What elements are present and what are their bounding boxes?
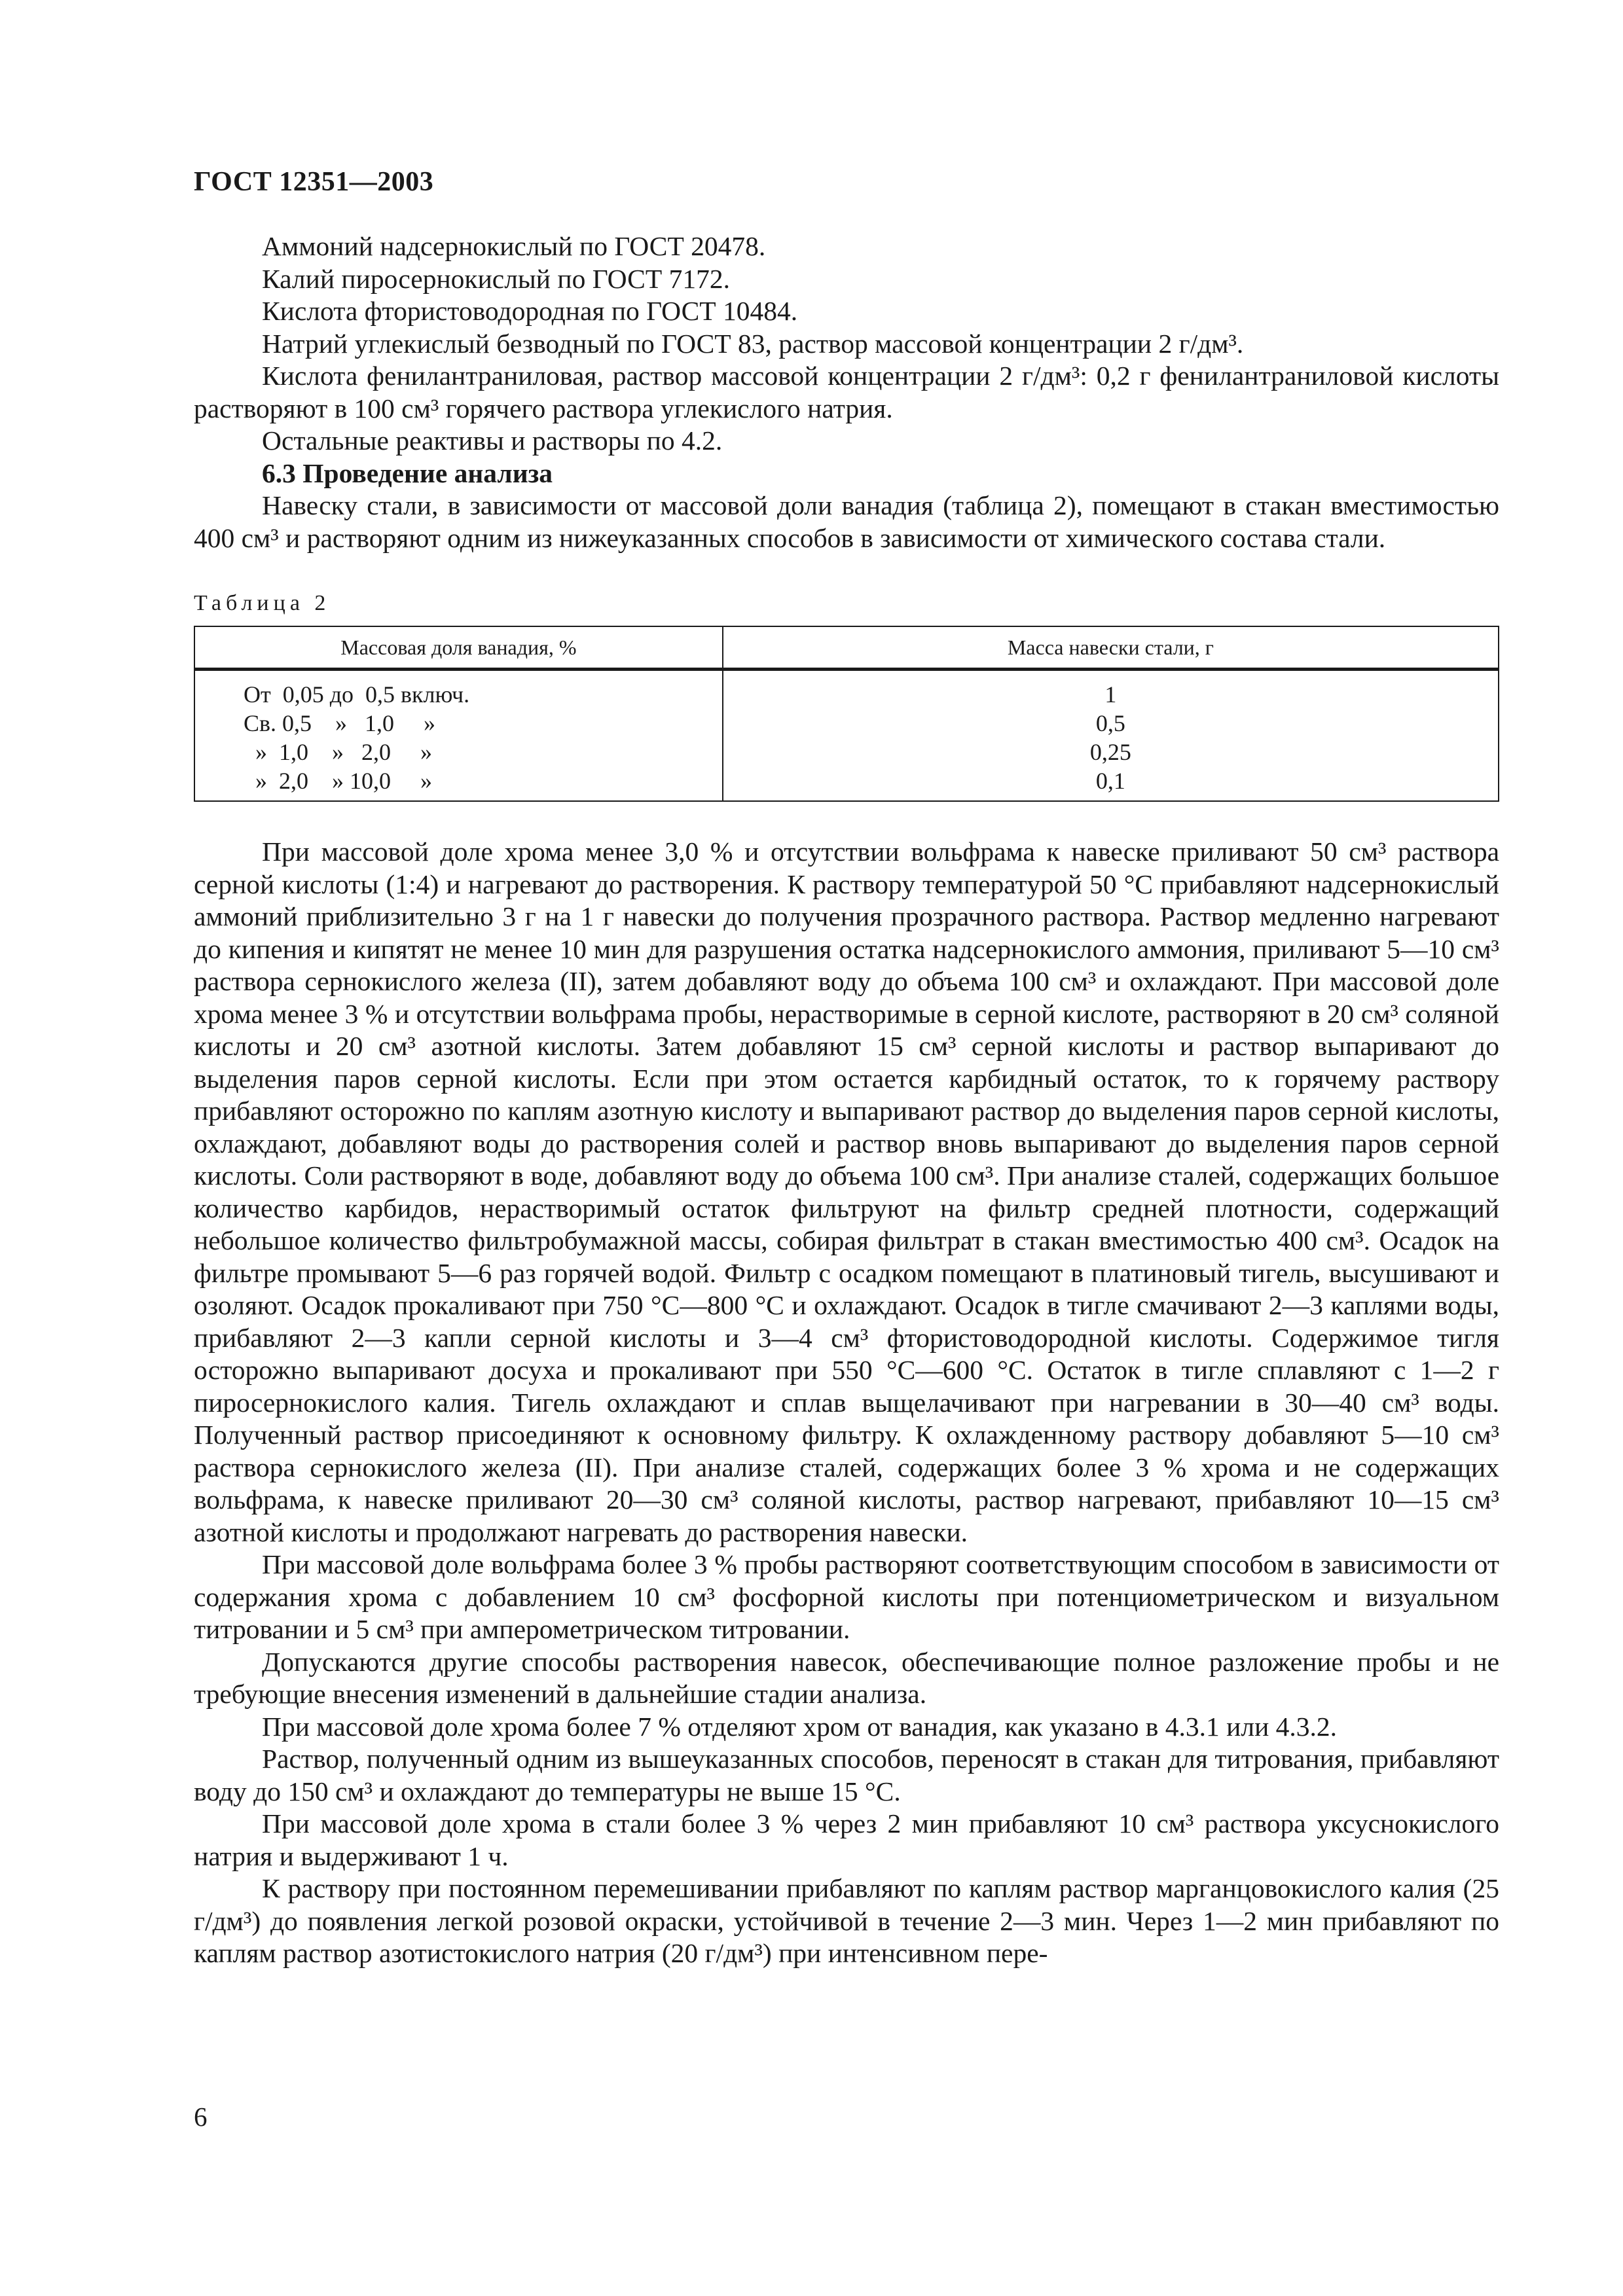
page-content (194, 230, 1499, 1970)
paragraph: Калий пиросернокислый по ГОСТ 7172. (262, 263, 730, 294)
paragraph: При массовой доле вольфрама более 3 % пробы растворяют соответствующим способом в зависимости от содержания хрома с добавлением 10 см³ фосфорной кислоты при потенциометрическом и визуальном титровании и 5 см³ при амперометрическом титровании. (194, 1549, 1499, 1644)
column-header: Массовая доля ванадия, % (194, 626, 723, 670)
paragraph: При массовой доле хрома в стали более 3 % через 2 мин прибавляют 10 см³ раствора уксуснокислого натрия и выдерживают 1 ч. (194, 1808, 1499, 1871)
page-number: 6 (194, 2102, 208, 2132)
table-cell: 0,25 (723, 738, 1499, 766)
paragraph: Остальные реактивы и растворы по 4.2. (262, 425, 723, 456)
paragraph: Кислота фтористоводородная по ГОСТ 10484. (262, 296, 798, 326)
paragraph: Аммоний надсернокислый по ГОСТ 20478. (262, 231, 766, 261)
table-cell: Св. 0,5 » 1,0 » (194, 709, 723, 738)
table-row (194, 670, 1499, 709)
paragraph: Натрий углекислый безводный по ГОСТ 83, раствор массовой концентрации 2 г/дм³. (262, 328, 1244, 359)
section-heading: 6.3 Проведение анализа (262, 457, 553, 488)
table-cell: 0,5 (723, 709, 1499, 738)
paragraph: При массовой доле хрома более 7 % отделяют хром от ванадия, как указано в 4.3.1 или 4.3.2. (262, 1711, 1338, 1742)
vanadium-table (194, 626, 1499, 802)
table-header-row (194, 626, 1499, 670)
table-cell: От 0,05 до 0,5 включ. (194, 670, 723, 709)
paragraph: Допускаются другие способы растворения навесок, обеспечивающие полное разложение пробы и не требующие внесения изменений в дальнейшие стадии анализа. (194, 1646, 1499, 1709)
paragraph: Навеску стали, в зависимости от массовой доли ванадия (таблица 2), помещают в стакан вместимостью 400 см³ и растворяют одним из нижеуказанных способов в зависимости от химического состава стали. (194, 490, 1499, 553)
table-row (194, 738, 1499, 766)
paragraph: Кислота фенилантраниловая, раствор массовой концентрации 2 г/дм³: 0,2 г фенилантраниловой кислоты растворяют в 100 см³ горячего раствора углекислого натрия. (194, 361, 1499, 423)
table-row (194, 766, 1499, 801)
table-cell: » 2,0 » 10,0 » (194, 766, 723, 801)
table-cell: » 1,0 » 2,0 » (194, 738, 723, 766)
table-cell: 0,1 (723, 766, 1499, 801)
paragraph: К раствору при постоянном перемешивании прибавляют по каплям раствор марганцовокислого калия (25 г/дм³) до появления легкой розовой окраски, устойчивой в течение 2—3 мин. Через 1—2 мин прибавляют по каплям раствор азотистокислого натрия (20 г/дм³) при интенсивном пере- (194, 1873, 1499, 1968)
paragraph: При массовой доле хрома менее 3,0 % и отсутствии вольфрама к навеске приливают 50 см³ раствора серной кислоты (1:4) и нагревают до растворения. К раствору температурой 50 °С прибавляют надсернокислый аммоний приблизительно 3 г на 1 г навески до получения прозрачного раствора. Раствор медленно нагревают до кипения и кипятят не менее 10 мин для разрушения остатка надсернокислого аммония, приливают 5—10 см³ раствора сернокислого железа (II), затем добавляют воду до объема 100 см³ и охлаждают. При массовой доле хрома менее 3 % и отсутствии вольфрама пробы, нерастворимые в серной кислоте, растворяют в 20 см³ соляной кислоты и 20 см³ азотной кислоты. Затем добавляют 15 см³ серной кислоты и раствор выпаривают до выделения паров серной кислоты. Если при этом остается карбидный остаток, то к горячему раствору прибавляют осторожно по каплям азотную кислоту и выпаривают раствор до выделения паров серной кислоты, охлаждают, добавляют воды до растворения солей и раствор вновь выпаривают до выделения паров серной кислоты. Соли растворяют в воде, добавляют воду до объема 100 см³. При анализе сталей, содержащих большое количество карбидов, нерастворимый остаток фильтруют на фильтр средней плотности, содержащий небольшое количество фильтробумажной массы, собирая фильтрат в стакан вместимостью 400 см³. Осадок на фильтре промывают 5—6 раз горячей водой. Фильтр с осадком помещают в платиновый тигель, высушивают и озоляют. Осадок прокаливают при 750 °С—800 °С и охлаждают. Осадок в тигле смачивают 2—3 каплями воды, прибавляют 2—3 капли серной кислоты и 3—4 см³ фтористоводородной кислоты. Содержимое тигля осторожно выпаривают досуха и прокаливают при 550 °С—600 °С. Остаток в тигле сплавляют с 1—2 г пиросернокислого калия. Тигель охлаждают и сплав выщелачивают при нагревании в 30—40 см³ воды. Полученный раствор присоединяют к основному фильтру. К охлажденному раствору добавляют 5—10 см³ раствора сернокислого железа (II). При анализе сталей, содержащих более 3 % хрома и не содержащих вольфрама, к навеске приливают 20—30 см³ соляной кислоты, раствор нагревают, прибавляют 10—15 см³ азотной кислоты и продолжают нагревать до растворения навески. (194, 836, 1499, 1547)
table-caption: Таблица 2 (194, 591, 331, 615)
paragraph: Раствор, полученный одним из вышеуказанных способов, переносят в стакан для титрования, прибавляют воду до 150 см³ и охлаждают до температуры не выше 15 °С. (194, 1744, 1499, 1806)
table-cell: 1 (723, 670, 1499, 709)
document-header: ГОСТ 12351—2003 (194, 167, 434, 197)
table-row (194, 709, 1499, 738)
column-header: Масса навески стали, г (723, 626, 1499, 670)
